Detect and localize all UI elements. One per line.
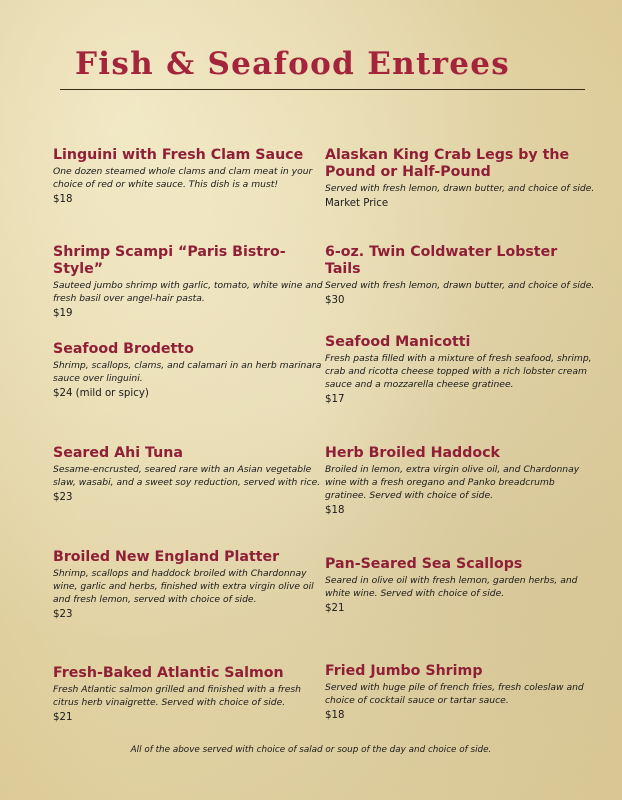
menu-item-lobster-tails xyxy=(325,244,597,308)
menu-item-king-crab xyxy=(325,147,597,211)
item-price: $18 xyxy=(325,710,345,721)
item-description: Served with fresh lemon, drawn butter, and choice of side. xyxy=(325,280,595,291)
menu-item-seafood-manicotti xyxy=(325,334,597,407)
item-description: Sesame-encrusted, seared rare with an Asian vegetable slaw, wasabi, and a sweet soy reduction, served with rice. xyxy=(53,464,321,488)
item-name: Seared Ahi Tuna xyxy=(53,445,183,461)
item-description: Fresh Atlantic salmon grilled and finished with a fresh citrus herb vinaigrette. Served with choice of side. xyxy=(53,684,301,708)
menu-item-seafood-brodetto xyxy=(53,341,323,401)
item-price: $21 xyxy=(325,603,345,614)
item-description: Sauteed jumbo shrimp with garlic, tomato, white wine and fresh basil over angel-hair pasta. xyxy=(53,280,323,304)
item-price: $24 (mild or spicy) xyxy=(53,388,149,399)
item-name: Linguini with Fresh Clam Sauce xyxy=(53,147,304,163)
menu-item-shrimp-scampi xyxy=(53,244,323,321)
item-name: Broiled New England Platter xyxy=(53,549,280,565)
item-price: $21 xyxy=(53,712,73,723)
item-description: One dozen steamed whole clams and clam meat in your choice of red or white sauce. This dish is a must! xyxy=(53,166,313,190)
item-name: Herb Broiled Haddock xyxy=(325,445,500,461)
item-name: Pan-Seared Sea Scallops xyxy=(325,556,523,572)
item-price: $18 xyxy=(53,194,73,205)
menu-item-jumbo-shrimp xyxy=(325,663,597,723)
menu-item-sea-scallops xyxy=(325,556,597,616)
item-description: Shrimp, scallops and haddock broiled with Chardonnay wine, garlic and herbs, finished with extra virgin olive oil and fresh lemon, served with choice of side. xyxy=(53,568,314,605)
menu-item-new-england-platter xyxy=(53,549,323,622)
item-description: Fresh pasta filled with a mixture of fresh seafood, shrimp, crab and ricotta cheese topped with a rich lobster cream sauce and a mozzarella cheese gratinee. xyxy=(325,353,592,390)
item-name: Seafood Brodetto xyxy=(53,341,194,357)
item-description: Served with fresh lemon, drawn butter, and choice of side. xyxy=(325,183,595,194)
item-description: Served with huge pile of french fries, fresh coleslaw and choice of cocktail sauce or tartar sauce. xyxy=(325,682,584,706)
item-name: Alaskan King Crab Legs by the Pound or Half-Pound xyxy=(325,147,570,180)
item-price: $23 xyxy=(53,492,73,503)
title-divider xyxy=(60,89,585,90)
item-description: Shrimp, scallops, clams, and calamari in an herb marinara sauce over linguini. xyxy=(53,360,322,384)
item-price: $23 xyxy=(53,609,73,620)
item-price: $19 xyxy=(53,308,73,319)
menu-item-ahi-tuna xyxy=(53,445,323,505)
item-price: $17 xyxy=(325,394,345,405)
page-title: Fish & Seafood Entrees xyxy=(75,46,511,82)
menu-item-haddock xyxy=(325,445,597,518)
item-price: $18 xyxy=(325,505,345,516)
menu-item-atlantic-salmon xyxy=(53,665,323,725)
item-name: Fried Jumbo Shrimp xyxy=(325,663,483,679)
footer-note: All of the above served with choice of salad or soup of the day and choice of side. xyxy=(130,745,492,755)
item-price: Market Price xyxy=(325,198,389,209)
item-name: Seafood Manicotti xyxy=(325,334,471,350)
item-name: Fresh-Baked Atlantic Salmon xyxy=(53,665,284,681)
item-description: Broiled in lemon, extra virgin olive oil, and Chardonnay wine with a fresh oregano and Panko breadcrumb gratinee. Served with choice of side. xyxy=(325,464,580,501)
item-price: $30 xyxy=(325,295,345,306)
menu-item-linguini xyxy=(53,147,323,207)
item-name: 6-oz. Twin Coldwater Lobster Tails xyxy=(325,244,558,277)
item-name: Shrimp Scampi “Paris Bistro-Style” xyxy=(53,244,286,277)
item-description: Seared in olive oil with fresh lemon, garden herbs, and white wine. Served with choice of side. xyxy=(325,575,578,599)
